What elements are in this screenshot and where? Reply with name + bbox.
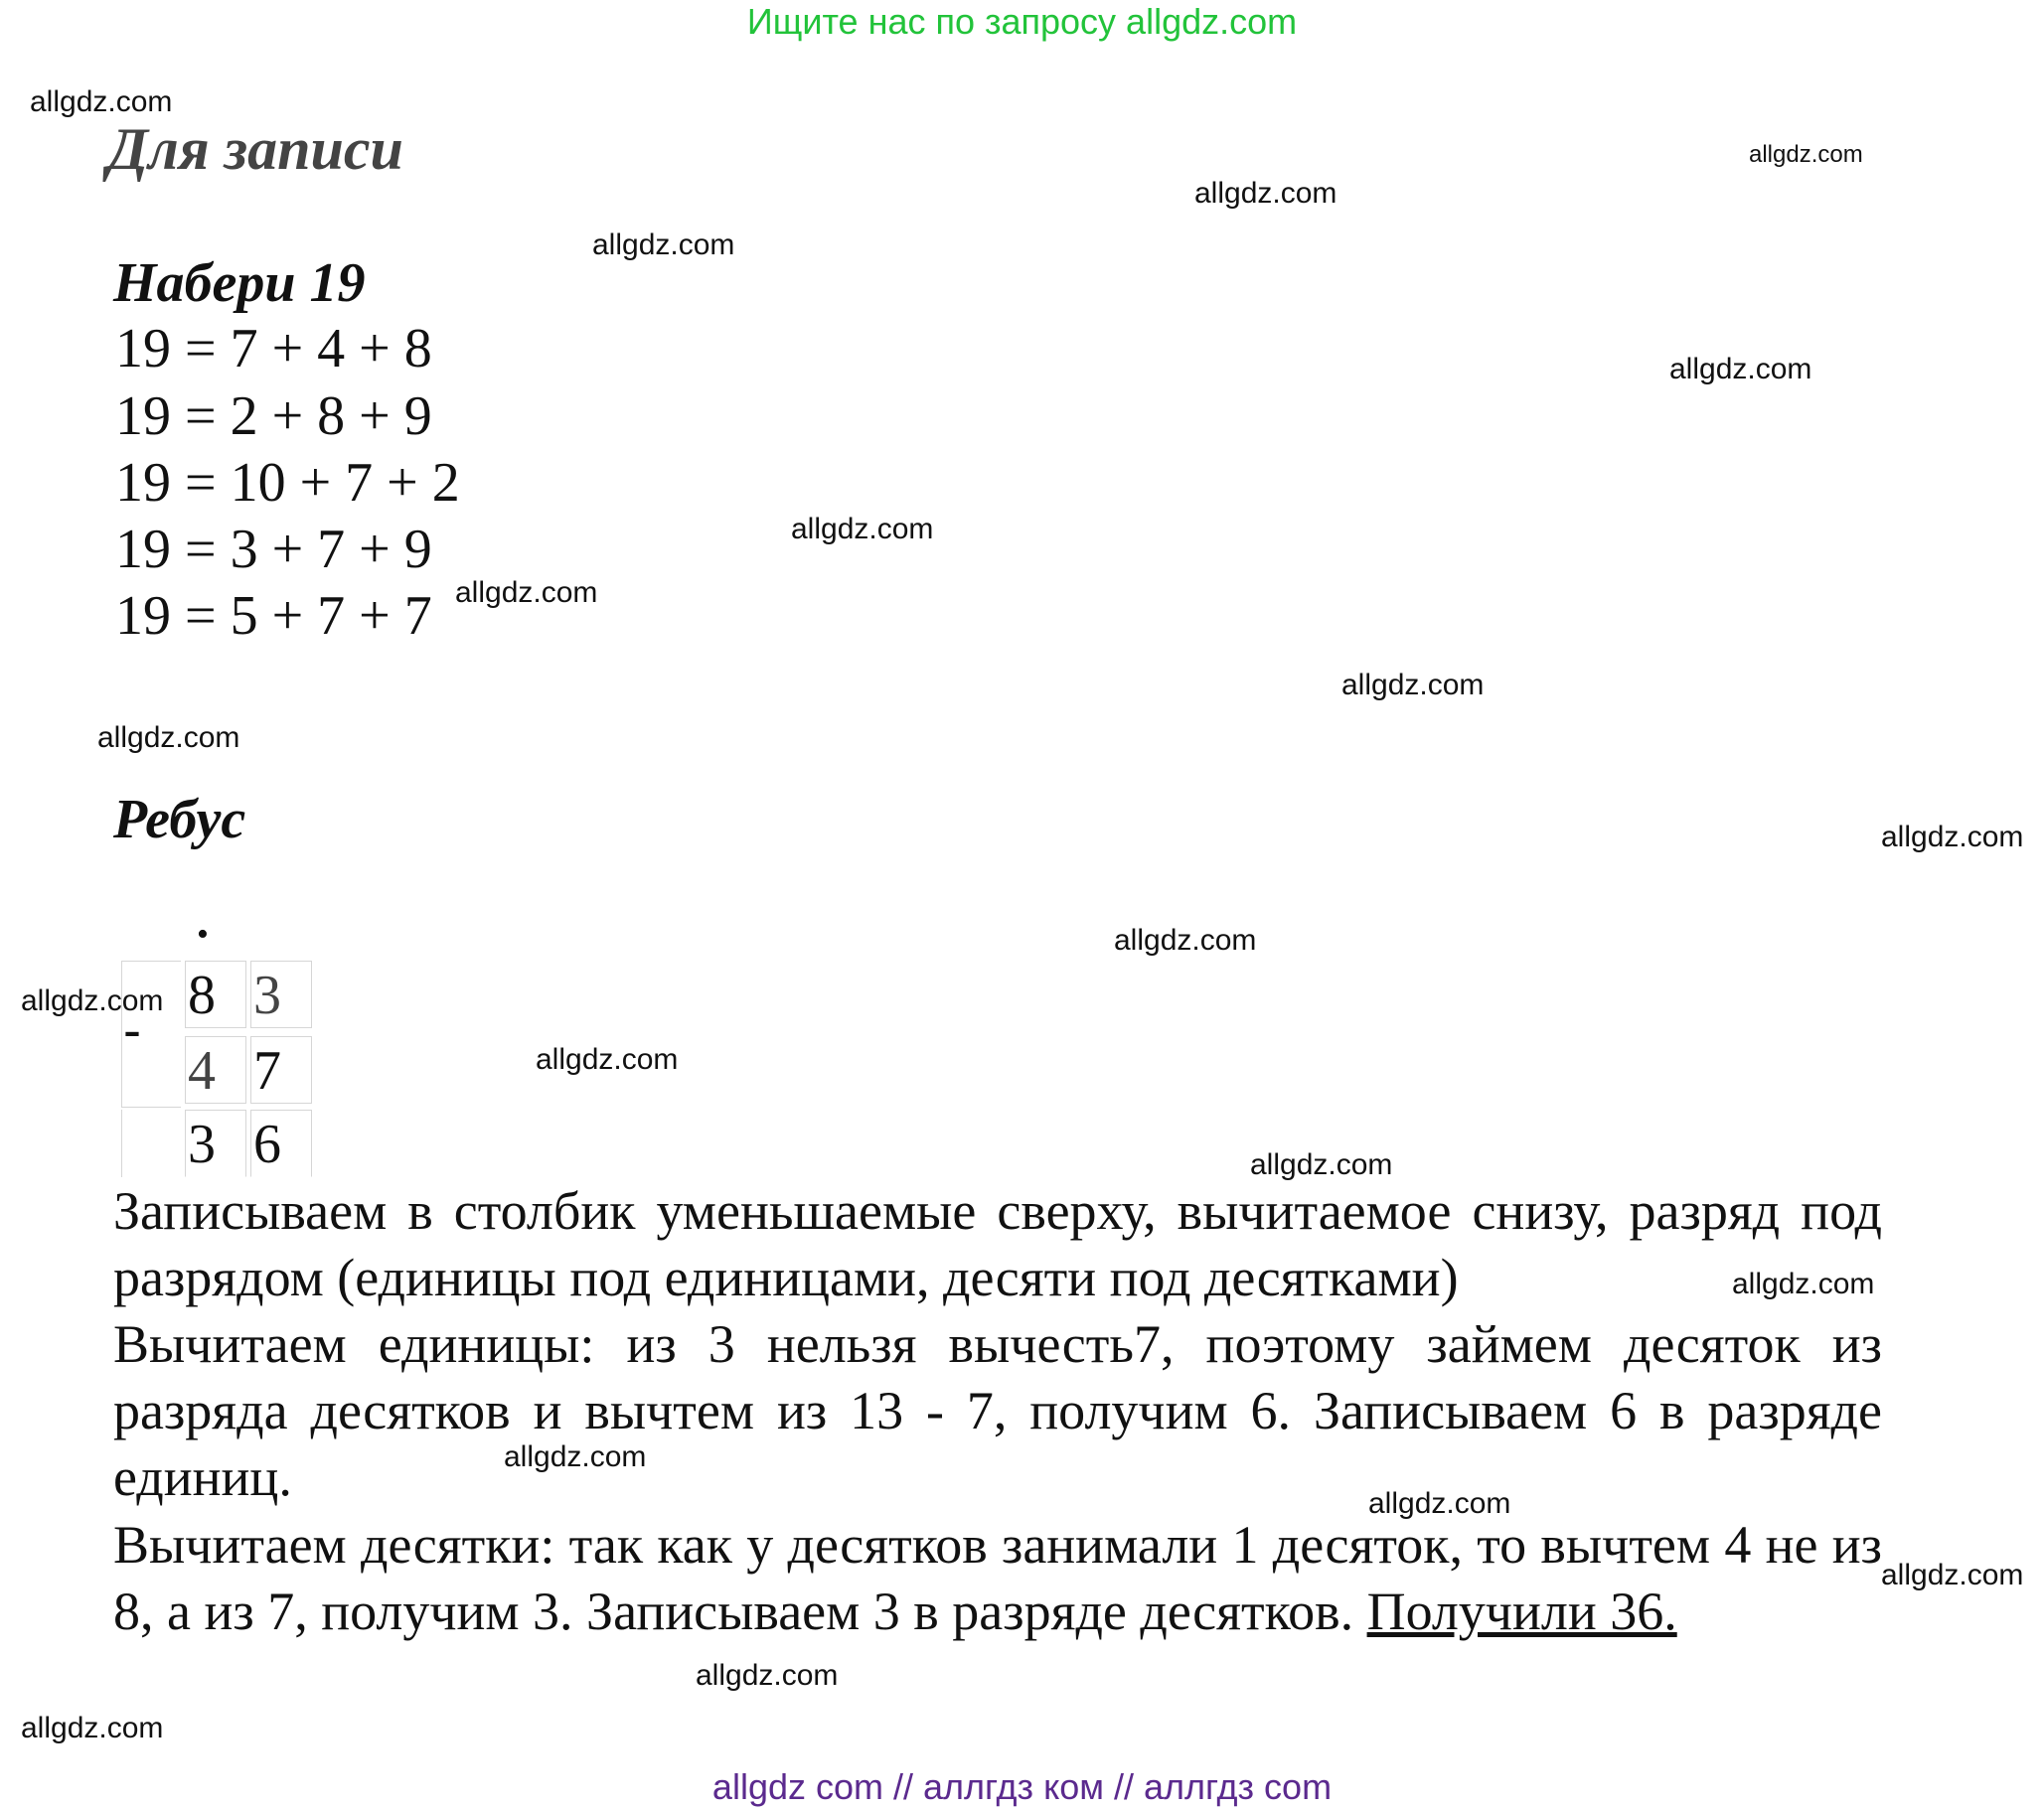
minuend-tens: 8 xyxy=(185,961,246,1028)
watermark: allgdz.com xyxy=(1114,924,1257,957)
equation-1: 19 = 7 + 4 + 8 xyxy=(115,318,432,379)
section-heading-rebus: Ребус xyxy=(113,789,246,850)
subtrahend-units: 7 xyxy=(250,1036,312,1104)
borrow-dot: • xyxy=(197,916,209,953)
watermark: allgdz.com xyxy=(21,984,164,1017)
page-title: Для записи xyxy=(107,116,403,182)
watermark: allgdz.com xyxy=(1881,1559,2024,1591)
watermark: allgdz.com xyxy=(455,576,598,609)
watermark: allgdz.com xyxy=(1881,821,2024,853)
watermark: allgdz.com xyxy=(1732,1268,1875,1300)
watermark: allgdz.com xyxy=(791,513,934,545)
equation-2: 19 = 2 + 8 + 9 xyxy=(115,385,432,447)
watermark: allgdz.com xyxy=(696,1659,839,1692)
equation-3: 19 = 10 + 7 + 2 xyxy=(115,452,460,514)
explanation-paragraph-3-text: Вычитаем десятки: так как у десятков занимали 1 десяток, то вычтем 4 не из 8, а из 7, получим 3. Записываем 3 в разряде десятков. xyxy=(113,1515,1882,1641)
top-banner: Ищите нас по запросу allgdz.com xyxy=(746,1,1298,42)
watermark: allgdz.com xyxy=(1250,1148,1393,1181)
minuend-units: 3 xyxy=(250,961,312,1028)
watermark: allgdz.com xyxy=(1194,177,1337,210)
subtrahend-tens: 4 xyxy=(185,1036,246,1104)
watermark: allgdz.com xyxy=(1749,141,1863,168)
result-units: 6 xyxy=(250,1110,312,1177)
watermark: allgdz.com xyxy=(30,85,173,118)
equation-4: 19 = 3 + 7 + 9 xyxy=(115,519,432,580)
watermark: allgdz.com xyxy=(1669,353,1812,385)
conclusion: Получили 36. xyxy=(1366,1582,1677,1641)
watermark: allgdz.com xyxy=(536,1043,679,1076)
explanation-paragraph-1: Записываем в столбик уменьшаемые сверху, вычитаемое снизу, разряд под разрядом (единицы под единицами, десяти под десятками) xyxy=(113,1181,1882,1307)
section-heading-collect-19: Набери 19 xyxy=(113,252,366,314)
footer-links: allgdz com // аллгдз ком // аллгдз com xyxy=(711,1766,1333,1807)
explanation-paragraph-2: Вычитаем единицы: из 3 нельзя вычесть7, поэтому займем десяток из разряда десятков и вычтем из 13 - 7, получим 6. Записываем 6 в разряде единиц. xyxy=(113,1314,1882,1507)
minus-sign: - xyxy=(123,1000,141,1060)
result-empty-cell xyxy=(121,1110,181,1177)
result-tens: 3 xyxy=(185,1110,246,1177)
watermark: allgdz.com xyxy=(1341,669,1485,701)
explanation-paragraph-3 xyxy=(113,1512,1882,1645)
watermark: allgdz.com xyxy=(1368,1487,1511,1520)
watermark: allgdz.com xyxy=(21,1712,164,1744)
watermark: allgdz.com xyxy=(504,1440,647,1473)
watermark: allgdz.com xyxy=(97,721,240,754)
watermark: allgdz.com xyxy=(592,228,735,261)
equation-5: 19 = 5 + 7 + 7 xyxy=(115,585,432,647)
